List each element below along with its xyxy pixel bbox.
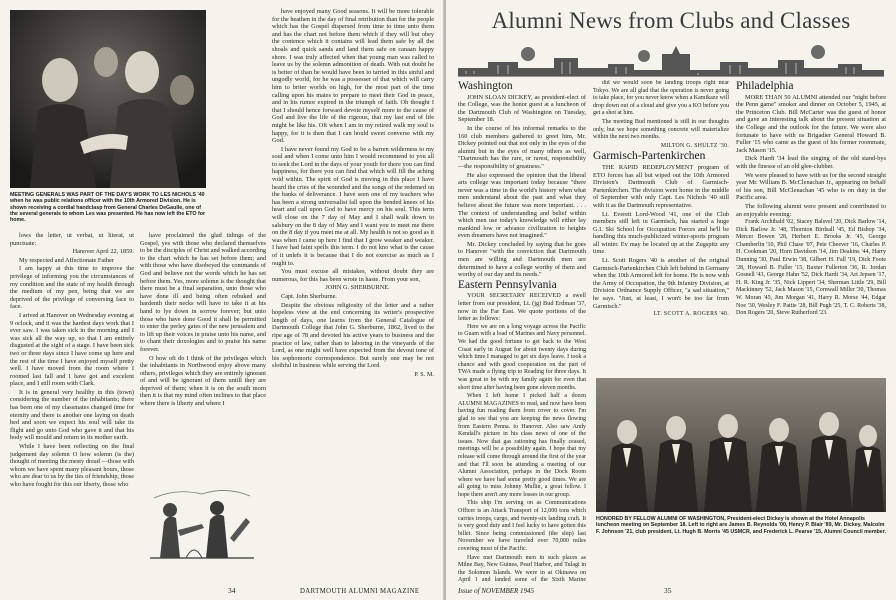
left-page-number: 34 [228,586,236,595]
colonial-woodcut-illustration [146,478,258,564]
garmisch-heading: Garmisch-Partenkirchen [593,150,706,163]
philadelphia-paragraph: The following alumni were present and contributed to an enjoyable evening: [736,202,886,218]
right-page-number: 35 [664,586,672,595]
letter-paragraph: It is in general very healthy in this (town) considering the number of the inhabitants; there has been one of my classmates changed time for eternity and there is another one laying on death bed and soon we expect his soul will take its flight and go unto God who gave it and that his body will mould and return to its mother earth. [10,388,134,442]
commentary-paragraph: Despite the obvious religiosity of the letter and a rather hopeless view at the end concerning its writer's prospective length of days, one learns from the General Catalogue of Dartmouth College that John G. Sherburne, 1862, lived to the ripe age of 78 and devoted his active years to business and the practice of law, rather than to laboring in the vineyards of the Lord, as one might well have expected from the devout tone of his sophomoric correspondence. But surely one may be not slothful in business while serving the Lord. [272,301,434,370]
washington-paragraph: In the course of his informal remarks to the 160 club members gathered to greet him, Mr. Dickey pointed out that not only in the eyes of the alumni but in the eyes of many others as well, "Dartmouth has the rare, or rarest, responsibility—the responsibility of greatness." [458,124,586,170]
eastern-pa-heading: Eastern Pennsylvania [458,278,557,291]
eastern-pa-letter-continued: did we would soon be landing troops right near Tokyo. We are all glad that the operation is never going to take place, for you never know when a Kamikaze will drop down out of a cloud and give you a KO before you get a shot at him. [593,80,729,117]
letter-paragraph: have proclaimed the glad tidings of the Gospel, yes with those who declared themselves to be the disciples of Christ and walked according to the chart which he has set before them; and with those who have disobeyed the commands of God and believe not the words which he has set before them. Yes, more solemn is the thought that there must be a final separation, unto those who have done ill and being often rebuked and hardenth their necks will have to take it at his hand to lye down in sorrow forever; but unto those who have done Good it shall be permitted to enter the perley gates of the new jerusalem and to lift up their voices in praise unto his name, and to chant their doxologies and to praise his name forever. [140,232,266,353]
left-page [0,0,444,600]
letter-paragraph: lows the letter, ut verbat, ut literat, ut punctuate: [10,232,134,247]
news-column-1 [458,80,586,584]
washington-paragraph: He also expressed the opinion that the liberal arts college was important today because "there never was a time in the world's history when what men understand about the past and what they believe about the future was more important. . . . The context of understanding and belief within which men use today's knowledge will either lay mankind low or advance civilization to heights even dreamers have not imagined." [458,171,586,240]
dickey-luncheon-photo [596,378,886,512]
generals-photo [10,10,206,188]
letter-paragraph: I arived at Hanover on Wednesday evening at 9 oclock, and it was the hardest days work that I ever saw. I was taken sick in the morning and I was sick all the way up, so that I am entirely disgusted at the sight of a stage. I have been sick two or three days since I have come up here and the rest of the time I have enjoyed myself pretty well. I have moved from the room where I roomed last fall and I have got and excelent place, and I still room with Clark. [10,311,134,388]
section-masthead: Alumni News from Clubs and Classes [491,8,851,33]
campus-skyline-illustration [458,44,884,78]
letter-salutation: My respected and Affectionate Father [19,256,115,264]
generals-photo-image [10,10,206,188]
letter-closing: You must excuse all mistakes, without doubt they are numerous, for this has been wrote in haste. From your son, [272,268,434,283]
letter-signature: JOHN G. SHERBURNE. [325,284,390,292]
philadelphia-paragraph: MORE THAN 50 ALUMNI attended our "night before the Penn game" smoker and dinner on October 5, 1945, at the Princeton Club. Bill McCarter was the guest of honor and gave an interesting talk about the present situation at the College and the outlook for the future. We were also fortunate to have with us Brigadier General Howard B. Fuller '15 who came as the guest of his former roommate, Jack Mason '15. [736,93,886,154]
garmisch-paragraph: Lt. Scott Rogers '40 is another of the original Garmisch-Partenkirchen Club left behind in Germany when the 10th Armored left for home. He is now with the Army of Occupation, the 9th Infantry Division, at Division Ordnance Supply Officer, "a sad situation," he says. "Just, at least, I won't be too far from Garmisch." [593,257,729,310]
letter-paragraph: While I have been reflecting on the final judgement day solemn O how solemn (is the) thought of meeting the mesty dread —those with whom we have spent many pleasant hours, those who are dear to us by the ties of friendship, those who have fought for this our liberty, those who [10,443,134,488]
left-footer-title: DARTMOUTH ALUMNI MAGAZINE [300,588,420,595]
eastern-pa-letter: When I left home I picked half a dozen ALUMNI MAGAZINES to read, and now have been having fun reading them from cover to cover. I'm glad to see that you are keeping the news flowing from Eastern Penna. to Hanover. Also saw Andy Kendall's picture in his class news of one of the issues. Now that gas rationing has finally ceased, meetings will be a possibility again. I hope that my release will come through around the first of the year and that I'll soon be attending a meeting of our Alumni Association, perhaps in the Dock Room where we have had some pretty good times. We are all going to miss Johnny Mullin, a great fellow. I hope there aren't any more losses in our group. [458,393,586,498]
philadelphia-paragraph: Dick Hardt '34 lead the singing of the old stand-bys with the finesse of an old glee-clubber. [736,155,886,170]
washington-paragraph: JOHN SLOAN DICKEY, as president-elect of the College, was the honor guest at a luncheon of the Dartmouth Club of Washington on Tuesday, September 18. [458,93,586,124]
philadelphia-attendee-list: Frank Archibald '02, Stacey Balsvel '20, Dick Barlow '14, Dick Barlow Jr. '48, Thornton Birdsall '45, Ed Bishop '34, Mercer Bowen '28, Herbert E. Brooks Jr. '45, George Chamberlin '10, Phil Chase '07, Pete Cheever '16, Charles P. H. Cookman '20, Horn Davidson '14, Jim Deakins '44, Harry Dunning '30, Paul Erwin '38, Gilbert H. Fall '19, Dick Foote '28, Howard B. Fuller '15, Baxter Fullerton '36, R. Jordan Gosnell '43, George Hahn '52, Dick Hardt '34, Art Jepsen '17, H. R. King Jr. '35, Nick Lippert '34, Sherman Little '29, Bill Mackinney '52, Jack Mason '15, Cornwall Miller '30, Thomas W. Moran '45, Jim Morgan '41, Harry R. Morse '44, Edgar Noe '30, Wesley F. Pattie '28, Bill Pugh '25, T. C. Roberts '38, Don Rogers '20, Steve Rutherford '23. [736,219,886,317]
letter-paragraph: have enjoyed many Good seasons. It will be more tolerable for the heathen in the day of final retribution than for the people which has the Gospel dispersed from time to time unto them and has the chart not before them which if they will but obey the contence which it contains will lead them safe by all the shoals and quick sands and land them safe on canaan happy shore. I was truly affected when that young man was called to leave us by the solemn admonition of death. With out doubt he is better of than he would have been to tarried in this sinful and ungodly world, for he was a possesser of that which will carry him to briter worlds on high, for the most part of the time calling upon his mates to prepare to meet their God in peace, and in his rumor expired in the triumph of faith. Oh thought I that I should hence forward devote myself more to the cause of God and live the life of the rigeous, that my last end of life might be like his. Oft when I am in my retired walk my soul is happy, for it is then that I can hould sweet converse with my God. [272,8,434,145]
commentary-initials: P. S. M. [414,370,434,378]
garmisch-paragraph: THE RAPID REDEPLOYMENT program of ETO forces has all but wiped out the 10th Armored Division's Dartmouth Club of Garmisch-Partenkirchen. The division went home in the middle of September with only Capt. Les Nichols '40 still with it as the Dartmouth representative. [593,163,729,209]
eastern-pa-signature: MILTON G. SHULTZ '30. [660,142,729,149]
right-photo-caption: HONORED BY FELLOW ALUMNI OF WASHINGTON, President-elect Dickey is shown at the Hotel Annapolis luncheon meeting on September 18. Left to right are James B. Reynolds '00, Henry P. Blair '89, Mr. Dickey, Malcolm F. Johnson '21, club president, Lt. Hugh B. Morris '45 USMCR, and Frederick L. Pearse '15, Alumni Council member. [596,516,886,535]
washington-heading: Washington [458,80,513,92]
garmisch-signature: LT. SCOTT A. ROGERS '40. [653,311,729,318]
news-column-3 [736,80,886,370]
eastern-pa-letter: Have met Dartmouth men in such places as Milne Bay, New Guinea, Pearl Harbor, and Tulagi in the Solomon Islands. We were in at Okinawa on April 1 and landed some of the Sixth Marine [458,554,586,584]
philadelphia-paragraph: We were pleased to have with us for the second straight year Mr. William B. McClenachan Jr., appearing on behalf of his son, Bill McClenachan '45 who is on duty in the Pacific area. [736,171,886,202]
news-column-2 [593,80,729,370]
letter-paragraph: O how oft do I think of the privileges which the inhabitants in Northwood enjoy above many others, privileges which they are entirely ignorant of and will be ignorant of them untill they are deprived of them; when it is on the south morn then it is that my mind often inclines to that place where there is liberty and where I [140,354,266,408]
letter-column-2 [140,232,266,462]
left-photo-caption: MEETING GENERALS WAS PART OF THE DAY'S WORK TO LES NICHOLS '40 when he was public relations officer with the 10th Armored Division. He is shown receiving a cordial handclasp from General Charles DeGaulle, one of the several generals to whom Les was presented. He has now left the ETO for home. [10,192,206,224]
letter-paragraph: I have never found my God to be a barren wilderness to my soul and when I come unto him I would recommend to you all to seek the Lord in the days of your youth for there you can find happiness, for there you can find that which will fill the aching void within. The spirit of God is moving in this place I have heard the cries of the wounded and the songs of the redemed on the banks of deliverance. I have seen one of my teachers who has been a strong universalist fall upon the bended knees of his heart and call upon God to have mercy on his soul. This term will close on the 7 day of May and I shall walk down to salsbury on the 8 day of May and I want you to meet me there on the 8 day if you meet me at all. My health is not so good as it was when I came up here I find that I grow weaker and weaker. I have had faint spells this term. I do not kno what is the cause of it unlefs it is because that I do not exercise as much as I ought to. [272,145,434,267]
garmisch-paragraph: Lt. Everett Lord-Wood '41, one of the Club members still left in Garmisch, has started a huge G.I. Ski School for Occupation Forces and he'll be handling this much-publicized winter-sports program all winter. Ev may be located up at the Zugspitz any time. [593,210,729,256]
letter-column-3 [272,8,434,584]
issue-date-footer: Issue of NOVEMBER 1945 [458,587,535,595]
letter-date: Hanover April 22, 1859. [72,248,134,256]
letter-paragraph: I am happy at this time to improve the privilege of informing you the circumstances of my condition and the state of my health through the medium of my pen, being that we are deprived of the privilege of conversing face to face. [10,265,134,311]
right-page [446,0,896,600]
eastern-pa-letter: This ship I'm serving on as Communications Officer is an Attack Transport of 12,000 tons which carries troops, cargo, and twenty-six landing craft. It is very good duty and I feel lucky to have gotten this billet. Since being commissioned (the ship) last November we have traveled over 70,000 miles covering most of the Pacific. [458,500,586,553]
eastern-pa-letter: Here we are on a long voyage across the Pacific to Guam with a load of Marines and Navy personnel. We had the good fortune to get back to the West Coast early in August for about twenty days during which time I managed to get six days leave. I took a chance and with good cooperation on the part of TWA made a flying trip to Reading for three days. It was great to be with my family again for even that short time after having been gone eleven months. [458,323,586,391]
eastern-pa-paragraph: YOUR SECRETARY RECEIVED a swell letter from our president, Lt. (jg) Bud Erdman '37, now in the Far East. We quote portions of the letter as follows: [458,292,586,323]
eastern-pa-letter-continued: The meeting Bud mentioned is still in our thoughts only, but we hope something concrete will materialize within the next two months. [593,118,729,141]
letter-column-1 [10,232,134,584]
washington-paragraph: Mr. Dickey concluded by saying that he goes to Hanover "with the conviction that Dartmouth men are willing and Dartmouth men are determined to have a college worthy of them and worthy of our day and its needs." [458,240,586,279]
philadelphia-heading: Philadelphia [736,80,794,92]
letter-addressee: Capt. John Sherburne. [281,292,337,300]
